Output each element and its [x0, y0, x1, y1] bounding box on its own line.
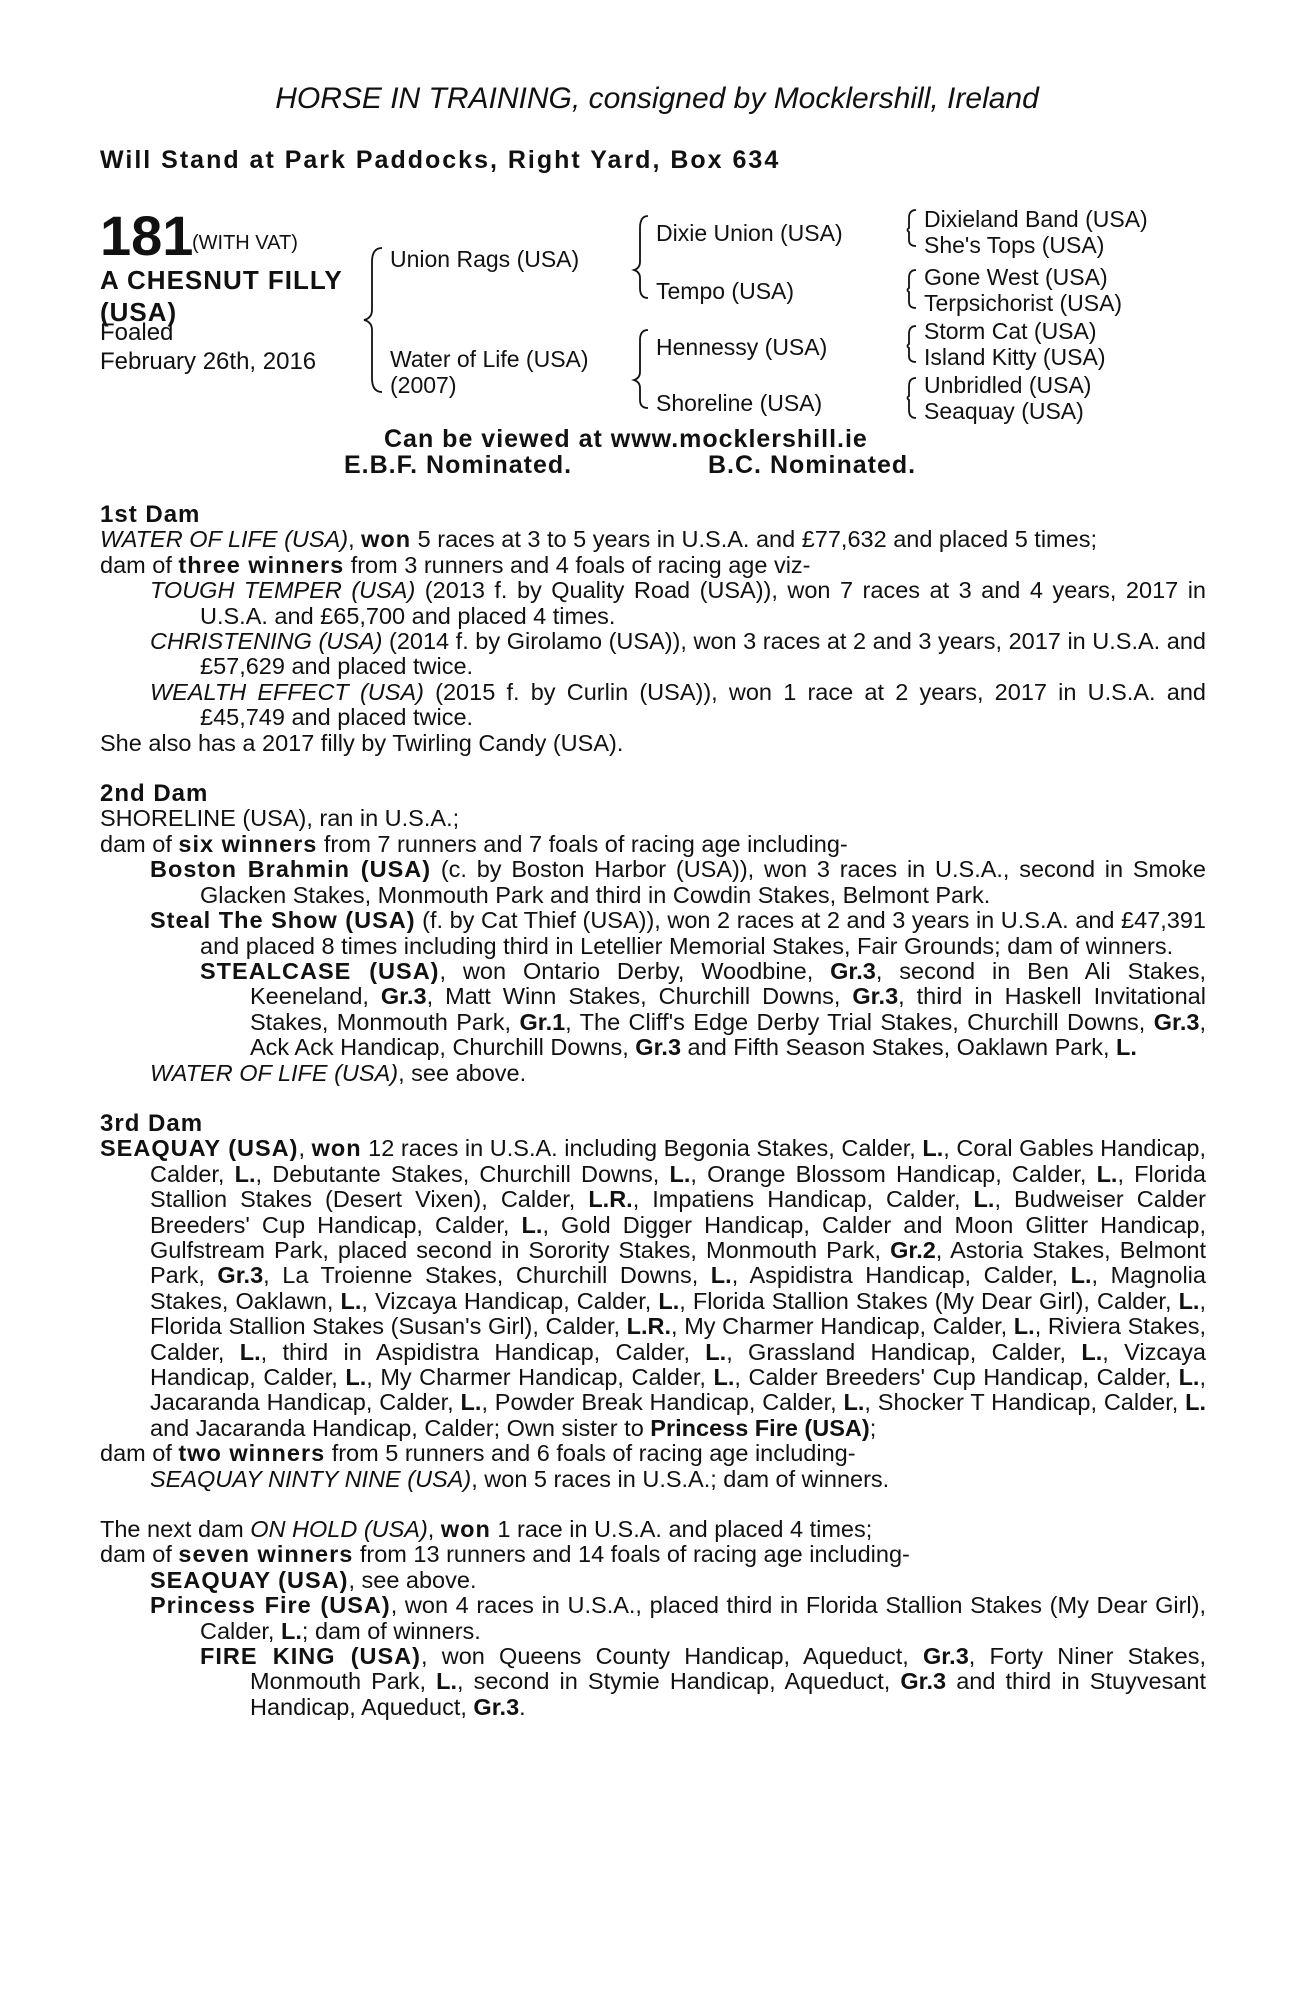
first-dam-record: WATER OF LIFE (USA), won 5 races at 3 to 5 years in U.S.A. and £77,632 and placed 5 times;	[100, 526, 1097, 553]
record-text: 12 races in U.S.A. including Begonia Stakes, Calder,	[361, 1135, 923, 1162]
record-text: , My Charmer Handicap, Calder,	[671, 1313, 1014, 1340]
grade-label: L.	[340, 1287, 362, 1314]
record-text: , Budweiser Calder Breeders' Cup Handicap, Calder,	[150, 1186, 1206, 1238]
first-dam-produce: dam of three winners from 3 runners and 4 foals of racing age viz-	[100, 551, 811, 578]
offspring-entry: SEAQUAY NINTY NINE (USA), won 5 races in U.S.A.; dam of winners.	[150, 1465, 890, 1492]
record-text: , second in Ben Ali Stakes, Keeneland,	[250, 957, 1206, 1010]
record-text: , Impatiens Handicap, Calder,	[632, 1186, 974, 1213]
grade-label: Princess Fire (USA)	[650, 1414, 870, 1441]
foaled-date: February 26th, 2016	[100, 348, 317, 375]
stand-location: Will Stand at Park Paddocks, Right Yard, Box 634	[100, 146, 781, 174]
grade-label: L.	[234, 1160, 256, 1187]
grade-label: L.R.	[626, 1313, 672, 1340]
record-text: , Grassland Handicap, Calder,	[726, 1338, 1082, 1365]
grade-label: L.R.	[588, 1186, 633, 1213]
record-text: , Astoria Stakes, Belmont Park,	[150, 1236, 1206, 1289]
offspring-entry: TOUGH TEMPER (USA) (2013 f. by Quality Road (USA)), won 7 races at 3 and 4 years, 2017 in U.S.A. and £65,700 and placed 4 times.	[150, 577, 1206, 629]
dam-sire: Hennessy (USA)	[656, 334, 828, 360]
grade-label: Gr.3	[830, 957, 876, 984]
grade-label: Gr.3	[852, 983, 899, 1010]
record-text: , Vizcaya Handicap, Calder,	[361, 1287, 659, 1314]
grade-label: L.	[239, 1338, 261, 1365]
third-dam-produce: dam of two winners from 5 runners and 6 foals of racing age including-	[100, 1440, 856, 1467]
record-text: , Florida Stallion Stakes (My Dear Girl), Calder,	[679, 1287, 1179, 1314]
grade-label: Gr.3	[217, 1262, 264, 1289]
record-text: , third in Aspidistra Handicap, Calder,	[260, 1338, 706, 1365]
record-text: , Coral Gables Handicap, Calder,	[150, 1135, 1206, 1187]
second-dam-heading: 2nd Dam	[100, 780, 209, 808]
grade-label: Gr.3	[1153, 1008, 1200, 1035]
grade-label: L.	[705, 1338, 727, 1365]
website-note: Can be viewed at www.mocklershill.ie	[384, 425, 868, 453]
grade-label: Gr.3	[473, 1693, 520, 1720]
grade-label: L.	[436, 1668, 457, 1695]
record-text: and third in Stuyvesant Handicap, Aqueduct,	[250, 1668, 1206, 1720]
bc-note: B.C. Nominated.	[708, 451, 917, 479]
second-dam-produce: dam of six winners from 7 runners and 7 foals of racing age including-	[100, 830, 848, 857]
record-text: , Florida Stallion Stakes (Susan's Girl), Calder,	[150, 1287, 1206, 1340]
record-text: , second in Stymie Handicap, Aqueduct,	[456, 1668, 901, 1695]
offspring-entry: STEALCASE (USA), won Ontario Derby, Woodbine, Gr.3, second in Ben Ali Stakes, Keeneland, Gr.3, Matt Winn Stakes, Churchill Downs, Gr.3, third in Haskell Invitational Stakes, Monmouth Park, Gr.1, The Cliff's Edge Derby Trial Stakes, Churchill Downs, Gr.3, Ack Ack Handicap, Churchill Downs, Gr.3 and Fifth Season Stakes, Oaklawn Park, L.	[200, 957, 1206, 1061]
ebf-note: E.B.F. Nominated.	[344, 451, 573, 479]
grade-label: L.	[460, 1389, 482, 1416]
grade-label: L.	[922, 1135, 944, 1162]
grade-label: L.	[345, 1364, 367, 1390]
record-text: , The Cliff's Edge Derby Trial Stakes, Churchill Downs,	[565, 1008, 1154, 1035]
next-dam-record: The next dam ON HOLD (USA), won 1 race in U.S.A. and placed 4 times;	[100, 1516, 873, 1543]
grade-label: Gr.2	[890, 1236, 936, 1263]
grade-label: Gr.1	[519, 1008, 566, 1035]
dam-year: (2007)	[390, 372, 457, 398]
record-text: , Ack Ack Handicap, Churchill Downs,	[250, 1008, 1206, 1061]
grade-label: L.	[1116, 1034, 1137, 1061]
record-text: , My Charmer Handicap, Calder,	[366, 1364, 714, 1390]
grade-label: L.	[1096, 1160, 1118, 1187]
grade-label: L.	[658, 1287, 680, 1314]
record-text: , Calder Breeders' Cup Handicap, Calder,	[734, 1364, 1179, 1390]
record-text: , Forty Niner Stakes, Monmouth Park,	[250, 1643, 1206, 1695]
record-text: , Shocker T Handicap, Calder,	[864, 1389, 1186, 1416]
grade-label: L.	[1185, 1389, 1207, 1416]
sire-dam: Tempo (USA)	[656, 278, 795, 304]
grade-label: L.	[1178, 1287, 1200, 1314]
record-text: ;	[869, 1414, 877, 1441]
grade-label: L.	[1070, 1262, 1092, 1289]
offspring-entry: WATER OF LIFE (USA), see above.	[150, 1059, 527, 1086]
ped-sds: Gone West (USA)	[924, 264, 1108, 290]
sire-name: Union Rags (USA)	[390, 246, 580, 272]
second-dam-record: SHORELINE (USA), ran in U.S.A.;	[100, 805, 460, 832]
grade-label: L.	[710, 1262, 732, 1289]
dam-dam: Shoreline (USA)	[656, 390, 823, 416]
dam-name: Water of Life (USA)	[390, 346, 589, 372]
grade-label: L.	[521, 1211, 543, 1238]
sire-sire: Dixie Union (USA)	[656, 220, 843, 246]
record-text: , Matt Winn Stakes, Churchill Downs,	[426, 983, 853, 1010]
record-text: and Jacaranda Handicap, Calder; Own sister to	[150, 1414, 651, 1441]
grade-label: L.	[1013, 1313, 1035, 1340]
record-text: , won Queens County Handicap, Aqueduct,	[420, 1643, 924, 1670]
ped-dsd: Island Kitty (USA)	[924, 344, 1106, 370]
grade-label: Gr.3	[923, 1643, 969, 1670]
offspring-entry: FIRE KING (USA), won Queens County Handicap, Aqueduct, Gr.3, Forty Niner Stakes, Monmouth Park, L., second in Stymie Handicap, Aqueduct, Gr.3 and third in Stuyvesant Handicap, Aqueduct, Gr.3.	[200, 1643, 1206, 1720]
record-text: , won Ontario Derby, Woodbine,	[439, 957, 831, 984]
grade-label: Gr.3	[380, 983, 427, 1010]
record-text: and Fifth Season Stakes, Oaklawn Park,	[681, 1034, 1116, 1061]
grade-label: L.	[669, 1160, 691, 1187]
ped-sss: Dixieland Band (USA)	[924, 206, 1148, 232]
grade-label: L.	[1081, 1338, 1103, 1365]
record-text: , Riviera Stakes, Calder,	[150, 1313, 1206, 1365]
record-text: , Aspidistra Handicap, Calder,	[731, 1262, 1071, 1289]
record-text: , Vizcaya Handicap, Calder,	[150, 1338, 1206, 1390]
offspring-entry: WEALTH EFFECT (USA) (2015 f. by Curlin (USA)), won 1 race at 2 years, 2017 in U.S.A. and £45,749 and placed twice.	[150, 678, 1206, 731]
catalogue-body	[100, 502, 1206, 1720]
grade-label: L.	[1178, 1364, 1200, 1390]
record-text: , Florida Stallion Stakes (Desert Vixen), Calder,	[150, 1160, 1206, 1213]
grade-label: L.	[843, 1389, 865, 1416]
record-text: , Powder Break Handicap, Calder,	[481, 1389, 844, 1416]
ped-dss: Storm Cat (USA)	[924, 318, 1097, 344]
next-dam-produce: dam of seven winners from 13 runners and 14 foals of racing age including-	[100, 1541, 910, 1568]
ped-dds: Unbridled (USA)	[924, 372, 1092, 398]
ped-sdd: Terpsichorist (USA)	[924, 290, 1123, 316]
vat-label: (WITH VAT)	[192, 232, 298, 254]
ped-ssd: She's Tops (USA)	[924, 232, 1105, 258]
record-text: , Orange Blossom Handicap, Calder,	[690, 1160, 1097, 1187]
record-text: , Jacaranda Handicap, Calder,	[150, 1364, 1206, 1416]
grade-label: L.	[713, 1364, 735, 1390]
offspring-entry: Boston Brahmin (USA) (c. by Boston Harbor (USA)), won 3 races in U.S.A., second in Smoke Glacken Stakes, Monmouth Park and third in Cowdin Stakes, Belmont Park.	[150, 856, 1207, 908]
offspring-entry: SEAQUAY (USA), see above.	[150, 1566, 477, 1593]
first-dam-also: She also has a 2017 filly by Twirling Candy (USA).	[100, 729, 624, 756]
page-title: HORSE IN TRAINING, consigned by Mocklershill, Ireland	[275, 82, 1039, 115]
record-text: , La Troienne Stakes, Churchill Downs,	[263, 1262, 711, 1289]
third-dam-heading: 3rd Dam	[100, 1109, 204, 1137]
grade-label: L.	[973, 1186, 995, 1213]
lot-number: 181	[100, 204, 194, 267]
offspring-entry: CHRISTENING (USA) (2014 f. by Girolamo (USA)), won 3 races at 2 and 3 years, 2017 in U.S.A. and £57,629 and placed twice.	[150, 628, 1206, 680]
offspring-entry: Princess Fire (USA), won 4 races in U.S.A., placed third in Florida Stallion Stakes (My Dear Girl), Calder, L.; dam of winners.	[150, 1592, 1206, 1644]
first-dam-heading: 1st Dam	[100, 501, 201, 528]
third-dam-record: SEAQUAY (USA), won 12 races in U.S.A. including Begonia Stakes, Calder, L., Coral Gables Handicap, Calder, L., Debutante Stakes, Churchill Downs, L., Orange Blossom Handicap, Calder, L., Florida Stallion Stakes (Desert Vixen), Calder, L.R., Impatiens Handicap, Calder, L., Budweiser Calder Breeders' Cup Handicap, Calder, L., Gold Digger Handicap, Calder and Moon Glitter Handicap, Gulfstream Park, placed second in Sorority Stakes, Monmouth Park, Gr.2, Astoria Stakes, Belmont Park, Gr.3, La Troienne Stakes, Churchill Downs, L., Aspidistra Handicap, Calder, L., Magnolia Stakes, Oaklawn, L., Vizcaya Handicap, Calder, L., Florida Stallion Stakes (My Dear Girl), Calder, L., Florida Stallion Stakes (Susan's Girl), Calder, L.R., My Charmer Handicap, Calder, L., Riviera Stakes, Calder, L., third in Aspidistra Handicap, Calder, L., Grassland Handicap, Calder, L., Vizcaya Handicap, Calder, L., My Charmer Handicap, Calder, L., Calder Breeders' Cup Handicap, Calder, L., Jacaranda Handicap, Calder, L., Powder Break Handicap, Calder, L., Shocker T Handicap, Calder, L. and Jacaranda Handicap, Calder; Own sister to Princess Fire (USA);	[100, 1135, 1207, 1441]
grade-label: Gr.3	[900, 1668, 947, 1695]
record-text: , Magnolia Stakes, Oaklawn,	[150, 1262, 1206, 1314]
record-text: , third in Haskell Invitational Stakes, Monmouth Park,	[250, 983, 1206, 1035]
offspring-entry: Steal The Show (USA) (f. by Cat Thief (USA)), won 2 races at 2 and 3 years in U.S.A. and £47,391 and placed 8 times including third in Letellier Memorial Stakes, Fair Grounds; dam of winners.	[150, 907, 1206, 959]
record-text: , Debutante Stakes, Churchill Downs,	[255, 1160, 670, 1187]
record-text: , Gold Digger Handicap, Calder and Moon Glitter Handicap, Gulfstream Park, placed second in Sorority Stakes, Monmouth Park,	[150, 1211, 1206, 1263]
foaled-label: Foaled	[100, 319, 174, 346]
record-text: .	[519, 1693, 526, 1720]
lot-description: A CHESNUT FILLY (USA)	[100, 265, 343, 327]
ped-ddd: Seaquay (USA)	[924, 398, 1084, 424]
grade-label: Gr.3	[635, 1034, 682, 1061]
